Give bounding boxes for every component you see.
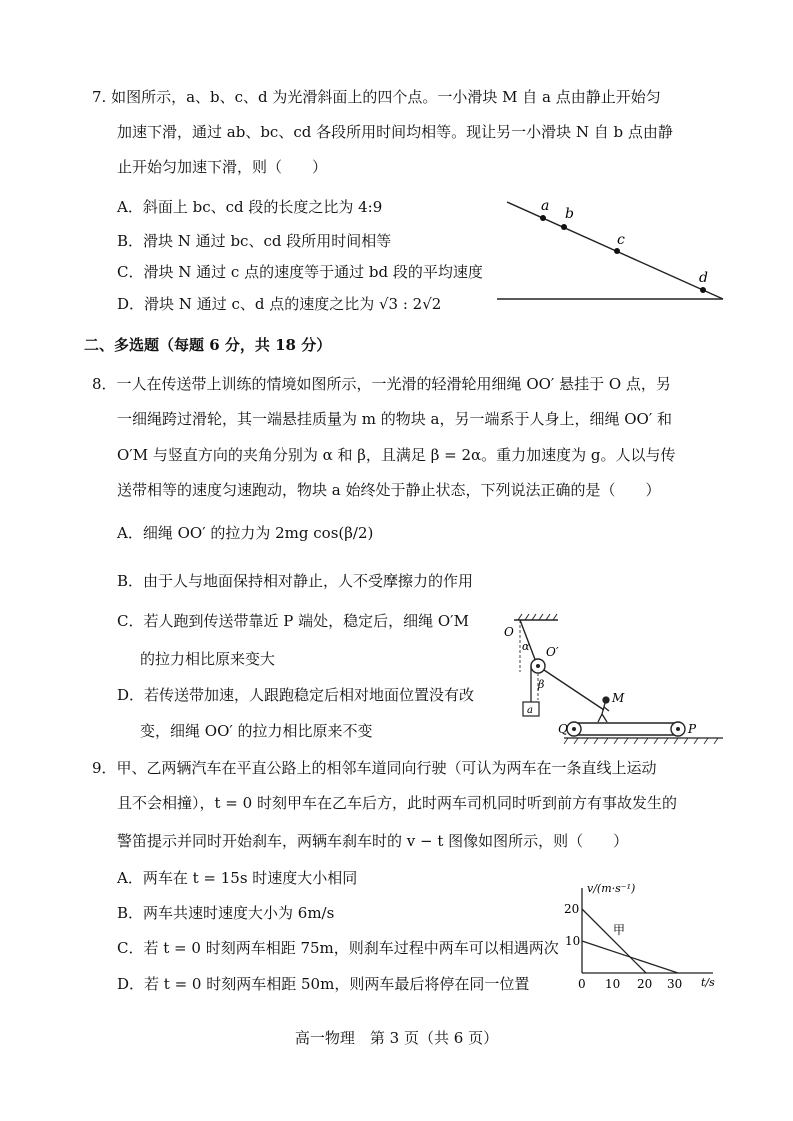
- label-alpha: α: [522, 640, 530, 653]
- label-a-block: a: [527, 705, 533, 716]
- q7-stem-line1: 7. 如图所示，a、b、c、d 为光滑斜面上的四个点。一小滑块 M 自 a 点由静止开始匀: [92, 88, 661, 106]
- q8-stem-line4: 送带相等的速度匀速跑动，物块 a 始终处于静止状态，下列说法正确的是（ ）: [117, 481, 661, 499]
- q8-stem-line3: O′M 与竖直方向的夹角分别为 α 和 β，且满足 β = 2α。重力加速度为 g。人以与传: [117, 446, 676, 464]
- q7-stem-line3: 止开始匀加速下滑，则（ ）: [117, 158, 328, 176]
- q8-option-d-line1: D．若传送带加速，人跟跑稳定后相对地面位置没有改: [117, 686, 475, 704]
- q9-option-c: C．若 t = 0 时刻两车相距 75m，则刹车过程中两车可以相遇两次: [117, 939, 559, 957]
- label-P: P: [688, 722, 697, 736]
- x-tick-0: 0: [578, 977, 586, 991]
- label-c: c: [617, 232, 625, 248]
- label-O-prime: O′: [546, 645, 559, 659]
- q8-option-d-line2: 变，细绳 OO′ 的拉力相比原来不变: [140, 722, 373, 740]
- series-label-jia: 甲: [613, 923, 626, 937]
- rope-O-prime-M: [544, 670, 604, 710]
- q8-option-c-line2: 的拉力相比原来变大: [140, 650, 276, 668]
- q9-stem-line3: 警笛提示并同时开始刹车，两辆车刹车时的 v − t 图像如图所示，则（ ）: [117, 832, 629, 850]
- x-tick-20: 20: [637, 977, 653, 991]
- person-M: [598, 697, 609, 722]
- q8-option-b: B．由于人与地面保持相对静止，人不受摩擦力的作用: [117, 572, 474, 590]
- q8-stem-line2: 一细绳跨过滑轮，其一端悬挂质量为 m 的物块 a，另一端系于人身上，细绳 OO′ 和: [117, 410, 673, 428]
- page-footer: 高一物理 第 3 页（共 6 页）: [294, 1029, 499, 1047]
- x-tick-10: 10: [605, 977, 621, 991]
- point-b: [561, 224, 567, 230]
- label-a: a: [541, 198, 550, 214]
- x-tick-30: 30: [667, 977, 683, 991]
- q7-option-a: A．斜面上 bc、cd 段的长度之比为 4:9: [117, 198, 383, 216]
- q8-conveyor-figure: [498, 610, 733, 745]
- label-d: d: [699, 270, 708, 286]
- y-tick-20: 20: [564, 902, 580, 916]
- point-a: [540, 215, 546, 221]
- q8-stem-line1: 8．一人在传送带上训练的情境如图所示，一光滑的轻滑轮用细绳 OO′ 悬挂于 O 点，另: [92, 375, 671, 393]
- q8-option-c-line1: C．若人跑到传送带靠近 P 端处，稳定后，细绳 O′M: [117, 612, 469, 630]
- label-beta: β: [538, 678, 545, 691]
- q7-option-c: C．滑块 N 通过 c 点的速度等于通过 bd 段的平均速度: [117, 263, 483, 281]
- q9-stem-line1: 9．甲、乙两辆汽车在平直公路上的相邻车道同向行驶（可认为两车在一条直线上运动: [92, 759, 657, 777]
- q7-option-b: B．滑块 N 通过 bc、cd 段所用时间相等: [117, 232, 392, 250]
- y-axis-label: v/(m·s⁻¹): [587, 882, 636, 895]
- label-b: b: [565, 206, 574, 222]
- label-M: M: [612, 691, 625, 705]
- section-header: 二、多选题（每题 6 分，共 18 分）: [84, 336, 332, 354]
- q7-incline-figure: [495, 190, 730, 305]
- point-c: [614, 248, 620, 254]
- q9-stem-line2: 且不会相撞），t = 0 时刻甲车在乙车后方，此时两车司机同时听到前方有事故发生的: [117, 794, 677, 812]
- q7-option-d: D．滑块 N 通过 c、d 点的速度之比为 √3 : 2√2: [117, 295, 442, 313]
- q9-option-d: D．若 t = 0 时刻两车相距 50m，则两车最后将停在同一位置: [117, 975, 530, 993]
- q9-option-a: A．两车在 t = 15s 时速度大小相同: [117, 869, 358, 887]
- label-O: O: [504, 625, 514, 639]
- series-line-1: [582, 909, 646, 973]
- y-tick-10: 10: [565, 934, 581, 948]
- q9-vt-graph: [555, 880, 725, 995]
- point-d: [700, 287, 706, 293]
- series-line-2: [582, 941, 678, 973]
- q8-option-a: A．细绳 OO′ 的拉力为 2mg cos(β/2): [117, 524, 374, 542]
- q7-stem-line2: 加速下滑，通过 ab、bc、cd 各段所用时间均相等。现让另一小滑块 N 自 b 点由静: [117, 123, 673, 141]
- q9-option-b: B．两车共速时速度大小为 6m/s: [117, 904, 335, 922]
- x-axis-label: t/s: [701, 976, 715, 989]
- label-Q: Q: [558, 722, 568, 736]
